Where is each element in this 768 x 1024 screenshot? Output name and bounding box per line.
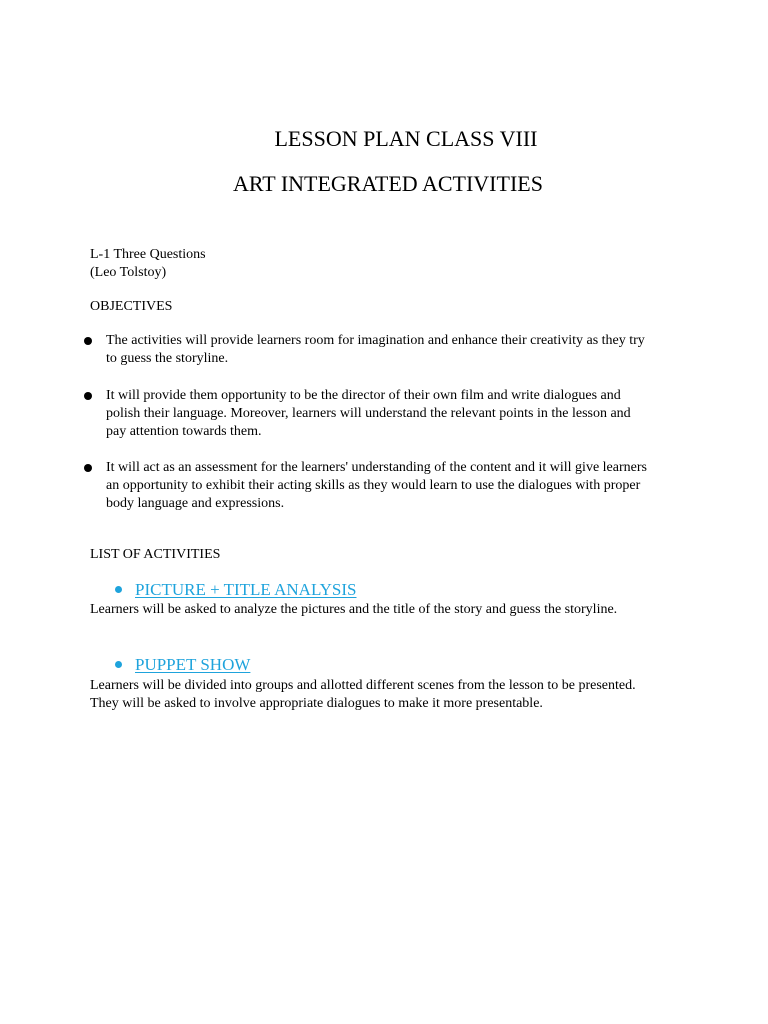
bullet-icon: [84, 337, 92, 345]
objective-line: The activities will provide learners room for imagination and enhance their creativity as they try: [106, 333, 645, 348]
lesson-author: (Leo Tolstoy): [90, 265, 167, 280]
objective-line: body language and expressions.: [106, 496, 285, 511]
page-subtitle: ART INTEGRATED ACTIVITIES: [233, 171, 543, 196]
objective-line: pay attention towards them.: [106, 424, 262, 439]
bullet-icon: [84, 392, 92, 400]
objectives-heading: OBJECTIVES: [90, 299, 173, 314]
objective-item: [106, 459, 696, 513]
bullet-icon: [115, 661, 122, 668]
objective-line: an opportunity to exhibit their acting skills as they would learn to use the dialogues with proper: [106, 478, 641, 493]
objective-line: It will provide them opportunity to be the director of their own film and write dialogues and: [106, 388, 621, 403]
bullet-icon: [84, 464, 92, 472]
lesson-name: L-1 Three Questions: [90, 247, 206, 262]
activity-title: PICTURE + TITLE ANALYSIS: [135, 580, 357, 599]
objective-line: polish their language. Moreover, learners will understand the relevant points in the lesson and: [106, 406, 631, 421]
objective-item: [106, 387, 696, 441]
activity-description: Learners will be asked to analyze the pictures and the title of the story and guess the storyline.: [90, 602, 618, 617]
bullet-icon: [115, 586, 122, 593]
objective-line: to guess the storyline.: [106, 351, 229, 366]
activity-description: They will be asked to involve appropriate dialogues to make it more presentable.: [90, 696, 543, 711]
activities-heading: LIST OF ACTIVITIES: [90, 547, 221, 562]
activity-title: PUPPET SHOW: [135, 655, 251, 674]
page-title: LESSON PLAN CLASS VIII: [274, 126, 538, 151]
objective-line: It will act as an assessment for the learners' understanding of the content and it will give learners: [106, 460, 647, 475]
objective-item: [106, 332, 696, 368]
activity-description: Learners will be divided into groups and allotted different scenes from the lesson to be presented.: [90, 678, 636, 693]
